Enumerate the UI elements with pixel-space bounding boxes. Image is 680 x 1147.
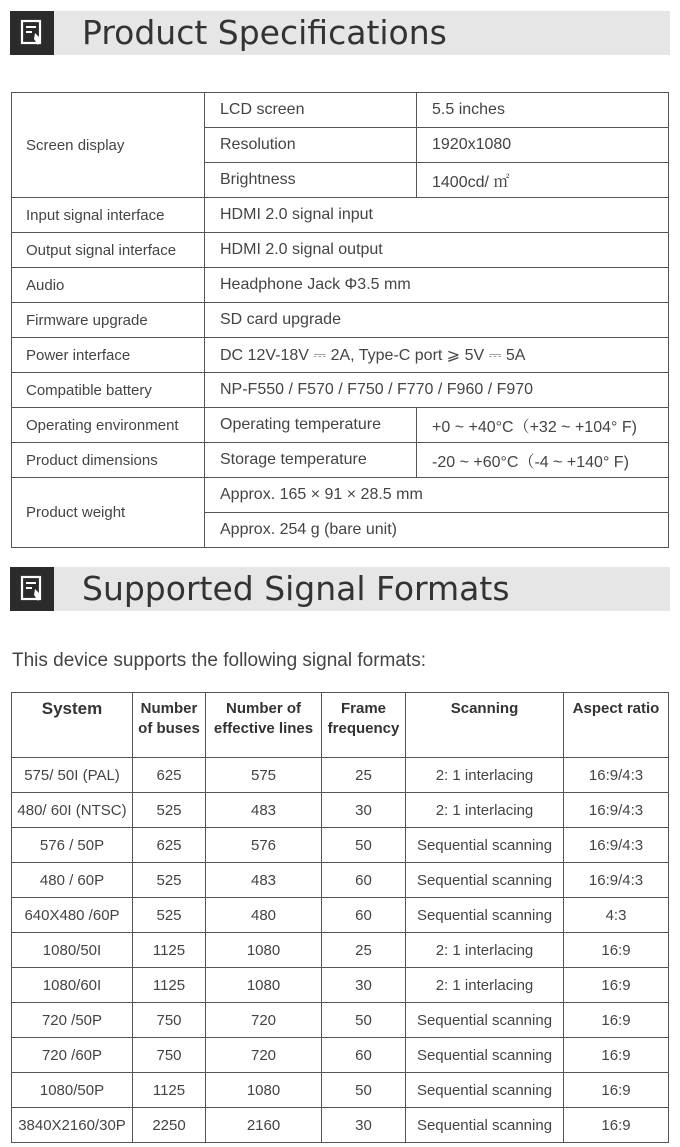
formats-section-title: Supported Signal Formats [82, 569, 510, 608]
cell-buses: 750 [133, 1003, 206, 1038]
cell-lines: 1080 [206, 968, 322, 1003]
spec-label: Audio [12, 268, 205, 303]
spec-value: 1400cd/ ㎡ [417, 163, 669, 198]
cell-lines: 480 [206, 898, 322, 933]
cell-aspect: 16:9 [564, 1038, 669, 1073]
cell-scanning: 2: 1 interlacing [406, 933, 564, 968]
spec-value: 5.5 inches [417, 93, 669, 128]
table-row [12, 443, 669, 478]
spec-label: Input signal interface [12, 198, 205, 233]
document-icon [10, 11, 54, 55]
spec-label: Operating environment [12, 408, 205, 443]
cell-scanning: Sequential scanning [406, 863, 564, 898]
cell-aspect: 16:9 [564, 1108, 669, 1143]
spec-label: Power interface [12, 338, 205, 373]
cell-frame: 60 [322, 863, 406, 898]
spec-sublabel: Operating temperature [205, 408, 417, 443]
table-row [12, 93, 669, 128]
cell-scanning: Sequential scanning [406, 1073, 564, 1108]
cell-system: 3840X2160/30P [12, 1108, 133, 1143]
cell-scanning: Sequential scanning [406, 1038, 564, 1073]
table-row [12, 968, 669, 1003]
table-row [12, 898, 669, 933]
cell-frame: 25 [322, 758, 406, 793]
table-row [12, 1003, 669, 1038]
cell-scanning: 2: 1 interlacing [406, 968, 564, 1003]
cell-aspect: 16:9 [564, 1073, 669, 1108]
cell-frame: 50 [322, 1003, 406, 1038]
table-row [12, 1073, 669, 1108]
cell-buses: 625 [133, 828, 206, 863]
header-system: System [12, 693, 133, 758]
cell-lines: 575 [206, 758, 322, 793]
cell-scanning: 2: 1 interlacing [406, 758, 564, 793]
specs-section-header [10, 11, 670, 55]
cell-system: 720 /60P [12, 1038, 133, 1073]
cell-scanning: Sequential scanning [406, 1108, 564, 1143]
table-row [12, 478, 669, 513]
spec-sublabel: Brightness [205, 163, 417, 198]
spec-label: Compatible battery [12, 373, 205, 408]
spec-value: NP-F550 / F570 / F750 / F770 / F960 / F970 [205, 373, 669, 408]
cell-system: 1080/60I [12, 968, 133, 1003]
cell-frame: 50 [322, 828, 406, 863]
cell-scanning: 2: 1 interlacing [406, 793, 564, 828]
cell-frame: 60 [322, 898, 406, 933]
cell-frame: 25 [322, 933, 406, 968]
spec-value: +0 ~ +40°C（+32 ~ +104° F) [417, 408, 669, 443]
spec-label: Screen display [12, 93, 205, 198]
cell-system: 640X480 /60P [12, 898, 133, 933]
cell-system: 480/ 60I (NTSC) [12, 793, 133, 828]
spec-value: SD card upgrade [205, 303, 669, 338]
cell-system: 575/ 50I (PAL) [12, 758, 133, 793]
table-row [12, 933, 669, 968]
cell-system: 720 /50P [12, 1003, 133, 1038]
spec-value: HDMI 2.0 signal input [205, 198, 669, 233]
cell-lines: 2160 [206, 1108, 322, 1143]
spec-label: Firmware upgrade [12, 303, 205, 338]
cell-aspect: 16:9/4:3 [564, 828, 669, 863]
cell-lines: 1080 [206, 1073, 322, 1108]
table-row [12, 863, 669, 898]
cell-buses: 525 [133, 793, 206, 828]
spec-value: HDMI 2.0 signal output [205, 233, 669, 268]
cell-scanning: Sequential scanning [406, 1003, 564, 1038]
cell-aspect: 16:9 [564, 968, 669, 1003]
spec-sublabel: Resolution [205, 128, 417, 163]
document-icon [10, 567, 54, 611]
spec-label: Output signal interface [12, 233, 205, 268]
spec-value: Approx. 165 × 91 × 28.5 mm [205, 478, 669, 513]
spec-value: DC 12V-18V ⎓ 2A, Type-C port ⩾ 5V ⎓ 5A [205, 338, 669, 373]
cell-lines: 483 [206, 793, 322, 828]
cell-buses: 2250 [133, 1108, 206, 1143]
cell-lines: 576 [206, 828, 322, 863]
cell-system: 1080/50I [12, 933, 133, 968]
header-buses: Number of buses [133, 693, 206, 758]
table-row [12, 268, 669, 303]
table-row [12, 303, 669, 338]
cell-scanning: Sequential scanning [406, 898, 564, 933]
cell-buses: 750 [133, 1038, 206, 1073]
table-header-row [12, 693, 669, 758]
cell-frame: 30 [322, 968, 406, 1003]
cell-buses: 1125 [133, 968, 206, 1003]
spec-value: Approx. 254 g (bare unit) [205, 513, 669, 548]
cell-frame: 30 [322, 1108, 406, 1143]
specs-section-title: Product Specifications [82, 13, 447, 52]
cell-aspect: 16:9/4:3 [564, 863, 669, 898]
table-row [12, 408, 669, 443]
table-row [12, 1038, 669, 1073]
cell-lines: 483 [206, 863, 322, 898]
formats-section-header [10, 567, 670, 611]
cell-aspect: 16:9 [564, 933, 669, 968]
cell-system: 480 / 60P [12, 863, 133, 898]
header-frame-frequency: Frame frequency [322, 693, 406, 758]
header-effective-lines: Number of effective lines [206, 693, 322, 758]
cell-lines: 720 [206, 1038, 322, 1073]
spec-value: -20 ~ +60°C（-4 ~ +140° F) [417, 443, 669, 478]
cell-buses: 525 [133, 898, 206, 933]
header-scanning: Scanning [406, 693, 564, 758]
cell-buses: 1125 [133, 1073, 206, 1108]
cell-lines: 720 [206, 1003, 322, 1038]
table-row [12, 1108, 669, 1143]
cell-buses: 625 [133, 758, 206, 793]
spec-value: 1920x1080 [417, 128, 669, 163]
specifications-table [11, 92, 669, 548]
table-row [12, 828, 669, 863]
cell-frame: 50 [322, 1073, 406, 1108]
cell-aspect: 16:9/4:3 [564, 758, 669, 793]
table-row [12, 758, 669, 793]
header-aspect-ratio: Aspect ratio [564, 693, 669, 758]
cell-aspect: 16:9 [564, 1003, 669, 1038]
cell-system: 1080/50P [12, 1073, 133, 1108]
spec-value: Headphone Jack Φ3.5 mm [205, 268, 669, 303]
spec-sublabel: LCD screen [205, 93, 417, 128]
formats-intro-text: This device supports the following signal formats: [12, 650, 426, 671]
table-row [12, 793, 669, 828]
cell-frame: 60 [322, 1038, 406, 1073]
table-row [12, 338, 669, 373]
cell-buses: 1125 [133, 933, 206, 968]
table-row [12, 373, 669, 408]
cell-aspect: 4:3 [564, 898, 669, 933]
cell-system: 576 / 50P [12, 828, 133, 863]
table-row [12, 233, 669, 268]
cell-aspect: 16:9/4:3 [564, 793, 669, 828]
cell-buses: 525 [133, 863, 206, 898]
spec-label: Product dimensions [12, 443, 205, 478]
signal-formats-table [11, 692, 669, 1143]
cell-scanning: Sequential scanning [406, 828, 564, 863]
spec-label: Product weight [12, 478, 205, 548]
cell-lines: 1080 [206, 933, 322, 968]
table-row [12, 198, 669, 233]
cell-frame: 30 [322, 793, 406, 828]
spec-sublabel: Storage temperature [205, 443, 417, 478]
